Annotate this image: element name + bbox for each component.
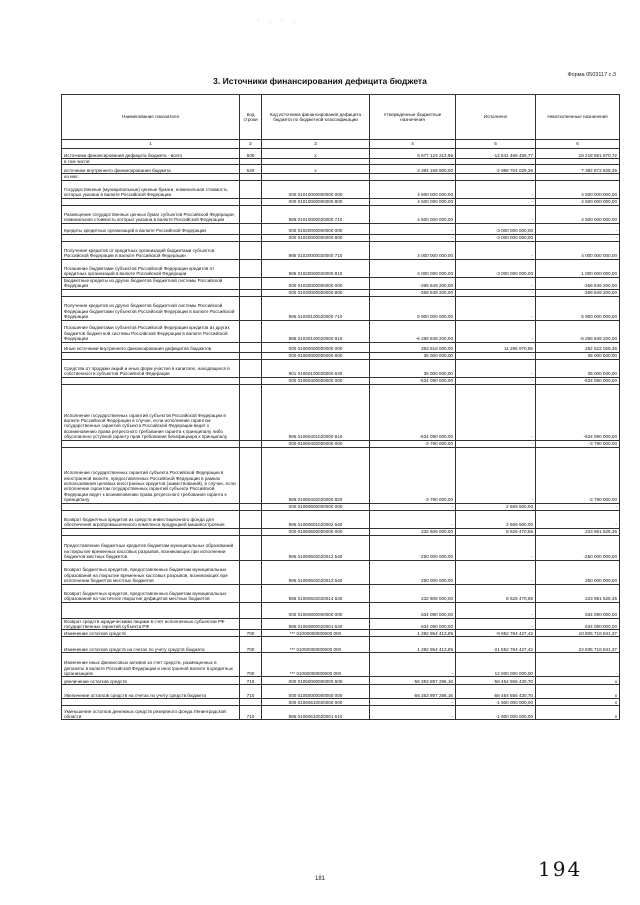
row-unexecuted: - — [536, 510, 620, 528]
row-unexecuted: -369 849 200,00 — [536, 277, 620, 289]
table-row — [62, 320, 620, 342]
row-line-code: 700 — [240, 637, 262, 653]
table-header-row — [62, 95, 620, 140]
table-row — [62, 342, 620, 352]
row-name: Возврат бюджетных кредитов, предоставленных бюджетам муниципальных образований на покрытие временных кассовых разрывов, возникающих при исполнении бюджетов местных бюджетов — [62, 560, 240, 584]
row-name: Бюджетные кредиты из других бюджетов бюджетной системы Российской Федерации — [62, 277, 240, 289]
row-source-code: 801 01060100020000 630 — [262, 359, 370, 377]
row-source-code: 000 01020000000000 000 — [262, 223, 370, 234]
row-name: Государственные (муниципальные) ценные бумаги, номинальная стоимость которых указана в валюте Российской Федерации — [62, 180, 240, 198]
row-executed: -56 454 556 430,70 — [456, 677, 536, 685]
row-unexecuted: 7 382 872 829,35 — [536, 165, 620, 174]
row-source-code: 000 01010000000000 000 — [262, 180, 370, 198]
row-line-code — [240, 296, 262, 320]
row-executed: - — [456, 440, 536, 447]
row-approved: 35 000 000,00 — [370, 352, 456, 359]
row-executed: 12 000 000 000,00 — [456, 653, 536, 677]
row-approved: - — [370, 653, 456, 677]
row-unexecuted: 5 900 000 000,00 — [536, 296, 620, 320]
row-name: Кредиты кредитных организаций в валюте Российской Федерации — [62, 223, 240, 234]
row-source-code: 985 01060401020000 810 — [262, 384, 370, 440]
row-line-code — [240, 602, 262, 618]
column-number: 6 — [536, 140, 620, 149]
row-approved: 4 500 000 000,00 — [370, 205, 456, 223]
row-name — [62, 602, 240, 618]
row-approved: 4 000 000 000,00 — [370, 259, 456, 277]
row-unexecuted: -3 790 000,00 — [536, 440, 620, 447]
row-line-code — [240, 320, 262, 342]
row-approved: -56 353 897 296,16 — [370, 685, 456, 699]
row-name: Средства от продажи акций и иных форм участия в капитале, находящихся в собственности субъектов Российской Федерации — [62, 359, 240, 377]
row-unexecuted: - — [536, 503, 620, 510]
row-approved: - — [370, 510, 456, 528]
stamp-number: 194 — [538, 857, 583, 881]
row-name — [62, 352, 240, 359]
row-source-code: 985 01060610020001 510 — [262, 706, 370, 720]
row-name: Получение кредитов от кредитных организаций бюджетами субъектов Российской Федерации в валюте Российской Федерации — [62, 241, 240, 259]
row-unexecuted: 4 500 000 000,00 — [536, 205, 620, 223]
row-name — [62, 234, 240, 241]
table-body — [62, 149, 620, 720]
row-executed: -21 552 764 427,42 — [456, 637, 536, 653]
row-source-code: 985 01060601020002 640 — [262, 510, 370, 528]
table-row — [62, 528, 620, 535]
row-executed: - — [456, 602, 536, 618]
column-numbers-row — [62, 140, 620, 149]
row-executed: - — [456, 560, 536, 584]
row-line-code — [240, 259, 262, 277]
row-executed: -2 988 704 029,35 — [456, 165, 536, 174]
row-name: Предоставление бюджетных кредитов бюджетам муниципальных образований на покрытие временных кассовых разрывов, возникающих при исполнении бюджетов местных бюджетов — [62, 535, 240, 560]
row-source-code: 000 01060600000000 000 — [262, 503, 370, 510]
row-executed: 8 626 470,65 — [456, 584, 536, 602]
row-unexecuted: -369 849 200,00 — [536, 289, 620, 296]
table-row — [62, 685, 620, 699]
column-number: 3 — [262, 140, 370, 149]
table-row — [62, 277, 620, 289]
row-executed: -56 454 556 430,70 — [456, 685, 536, 699]
page-title: 3. Источники финансирования дефицита бюджета — [213, 76, 427, 86]
row-name: Уменьшение остатков денежных средств резервного фонда Ленинградской области — [62, 706, 240, 720]
row-unexecuted: 634 090 000,00 — [536, 618, 620, 630]
row-source-code: 000 01030000000000 800 — [262, 289, 370, 296]
row-source-code: 000 01060000000000 800 — [262, 352, 370, 359]
row-name: Увеличение остатков средств на счетах по учету средств бюджета — [62, 685, 240, 699]
row-line-code — [240, 699, 262, 706]
row-line-code — [240, 198, 262, 205]
row-source-code: 000 01060610020000 000 — [262, 699, 370, 706]
header-executed: Исполнено — [456, 95, 536, 140]
row-approved: -634 090 000,00 — [370, 377, 456, 384]
row-line-code — [240, 440, 262, 447]
form-code: Форма 0503117 с.3 — [567, 72, 616, 78]
table-row — [62, 352, 620, 359]
row-name: Иные источники внутреннего финансирования дефицитов бюджетов — [62, 342, 240, 352]
row-name: Исполнение государственных гарантий субъектов Российской Федерации в валюте Российской Федерации в случае, если исполнение гарантом государственных гарантий субъекта Российской Федерации ведет к возникновению права регрессного требования гаранта к принципалу либо обусловлено уступкой гаранту прав требования бенефициара к принципалу — [62, 384, 240, 440]
row-line-code: 710 — [240, 685, 262, 699]
header-line-code: Код строки — [240, 95, 262, 140]
row-name — [62, 503, 240, 510]
row-executed: - — [456, 296, 536, 320]
column-number: 4 — [370, 140, 456, 149]
row-line-code — [240, 277, 262, 289]
row-approved: 4 500 000 000,00 — [370, 180, 456, 198]
row-executed: 2 669 500,00 — [456, 503, 536, 510]
row-approved: 634 090 000,00 — [370, 618, 456, 630]
row-executed: - — [456, 384, 536, 440]
row-source-code: 985 01060502020012 540 — [262, 535, 370, 560]
row-line-code — [240, 223, 262, 234]
row-approved: -369 849 200,00 — [370, 277, 456, 289]
row-source-code: 985 01010000020000 710 — [262, 205, 370, 223]
row-approved: -6 269 849 200,00 — [370, 320, 456, 342]
row-executed: - — [456, 241, 536, 259]
row-approved: 4 500 000 000,00 — [370, 198, 456, 205]
table-row — [62, 602, 620, 618]
row-approved: 1 282 954 413,95 — [370, 630, 456, 637]
row-unexecuted: x — [536, 699, 620, 706]
row-source-code: 000 01030000000000 000 — [262, 277, 370, 289]
row-unexecuted: 1 000 000 000,00 — [536, 259, 620, 277]
row-line-code — [240, 234, 262, 241]
row-approved: -369 849 200,00 — [370, 289, 456, 296]
table-row — [62, 165, 620, 174]
row-source-code: 000 01020000000000 800 — [262, 234, 370, 241]
row-approved: 250 000 000,00 — [370, 560, 456, 584]
row-line-code — [240, 447, 262, 503]
row-approved: - — [370, 699, 456, 706]
row-source-code: 985 01030100020000 810 — [262, 320, 370, 342]
row-executed: -3 000 000 000,00 — [456, 259, 536, 277]
table-row — [62, 584, 620, 602]
row-approved: 4 394 168 800,00 — [370, 165, 456, 174]
table-row — [62, 198, 620, 205]
row-unexecuted: 35 000 000,00 — [536, 352, 620, 359]
row-line-code — [240, 205, 262, 223]
table-row — [62, 377, 620, 384]
row-unexecuted: 4 500 000 000,00 — [536, 180, 620, 198]
header-unexecuted: Неисполненные назначения — [536, 95, 620, 140]
row-approved: -56 353 897 296,16 — [370, 677, 456, 685]
row-executed: -12 541 468 456,77 — [456, 149, 536, 159]
row-name — [62, 198, 240, 205]
row-executed: -1 600 000 000,00 — [456, 699, 536, 706]
row-approved: 1 282 954 413,95 — [370, 637, 456, 653]
scan-marks: ˙ · ˙ · — [258, 20, 299, 26]
row-unexecuted: -3 790 000,00 — [536, 447, 620, 503]
row-executed: - — [456, 447, 536, 503]
row-executed: -9 652 764 427,42 — [456, 630, 536, 637]
row-name: Получение кредитов из других бюджетов бюджетной системы Российской Федерации бюджетами субъектов Российской Федерации в валюте Российской Федерации — [62, 296, 240, 320]
row-name: в том числе: — [62, 159, 240, 165]
row-name: увеличение остатков средств — [62, 677, 240, 685]
header-approved: Утвержденные бюджетные назначения — [370, 95, 456, 140]
row-unexecuted: 4 500 000 000,00 — [536, 198, 620, 205]
row-name — [62, 528, 240, 535]
row-line-code — [240, 535, 262, 560]
row-unexecuted: -250 000 000,00 — [536, 535, 620, 560]
column-number: 2 — [240, 140, 262, 149]
row-source-code: 000 01060800000000 000 — [262, 602, 370, 618]
row-unexecuted: x — [536, 685, 620, 699]
table-row — [62, 510, 620, 528]
row-source-code: 000 01060400000000 000 — [262, 377, 370, 384]
row-approved: 4 000 000 000,00 — [370, 241, 456, 259]
row-source-code: x — [262, 149, 370, 159]
table-row — [62, 234, 620, 241]
row-approved: 5 677 123 213,96 — [370, 149, 456, 159]
column-number: 1 — [62, 140, 240, 149]
table-row — [62, 637, 620, 653]
row-line-code — [240, 528, 262, 535]
row-line-code: 710 — [240, 677, 262, 685]
row-executed: 11 295 970,65 — [456, 342, 536, 352]
header-source-code: Код источника финансирования дефицита бюджета по бюджетной классификации — [262, 95, 370, 140]
row-unexecuted: 35 000 000,00 — [536, 359, 620, 377]
row-line-code — [240, 241, 262, 259]
row-source-code: *** 01000000000000 000 — [262, 630, 370, 637]
row-executed: - — [456, 377, 536, 384]
row-source-code: 000 01010000000000 800 — [262, 198, 370, 205]
table-row — [62, 706, 620, 720]
row-name: из них: — [62, 174, 240, 180]
row-source-code: 985 01060502020014 640 — [262, 584, 370, 602]
row-name: Размещение государственных ценных бумаг субъектов Российской Федерации, номинальная стоимость которых указана в валюте Российской Федерации — [62, 205, 240, 223]
financing-table — [61, 94, 620, 720]
row-name: Изменение остатков средств на счетах по учету средств бюджета — [62, 637, 240, 653]
table-row — [62, 223, 620, 234]
row-executed: 2 669 500,00 — [456, 510, 536, 528]
row-name: Изменение иных финансовых активов за счет средств, размещенных в депозиты в валюте Российской Федерации и иностранной валюте в кредитных организациях — [62, 653, 240, 677]
row-source-code: x — [262, 165, 370, 174]
row-name: источники внутреннего финансирования бюджета — [62, 165, 240, 174]
row-unexecuted: 223 981 529,35 — [536, 584, 620, 602]
table-row — [62, 384, 620, 440]
row-source-code: 985 01020000020000 710 — [262, 241, 370, 259]
table-row — [62, 699, 620, 706]
row-approved: 634 090 000,00 — [370, 602, 456, 618]
row-line-code — [240, 384, 262, 440]
row-executed: - — [456, 618, 536, 630]
row-unexecuted: -634 090 000,00 — [536, 384, 620, 440]
row-name — [62, 289, 240, 296]
column-number: 5 — [456, 140, 536, 149]
row-line-code — [240, 503, 262, 510]
row-executed: -3 000 000 000,00 — [456, 234, 536, 241]
row-unexecuted: x — [536, 677, 620, 685]
row-source-code: 000 01060000000000 000 — [262, 342, 370, 352]
row-unexecuted: - — [536, 234, 620, 241]
row-approved: 232 608 000,00 — [370, 584, 456, 602]
row-line-code — [240, 180, 262, 198]
row-line-code: 520 — [240, 165, 262, 174]
row-line-code: 500 — [240, 149, 262, 159]
row-executed: - — [456, 277, 536, 289]
row-line-code — [240, 510, 262, 528]
row-unexecuted: 223 981 529,35 — [536, 528, 620, 535]
row-approved: - — [370, 234, 456, 241]
row-executed: - — [456, 180, 536, 198]
row-name — [62, 377, 240, 384]
row-approved: - — [370, 706, 456, 720]
row-approved: 5 900 000 000,00 — [370, 296, 456, 320]
table-row — [62, 630, 620, 637]
row-name — [62, 440, 240, 447]
row-source-code: 000 01050000000000 500 — [262, 677, 370, 685]
row-name: Возврат бюджетных кредитов из средств инвестиционного фонда для обеспечения агропромышленного комплекса продукцией машиностроения — [62, 510, 240, 528]
row-approved: -3 790 000,00 — [370, 440, 456, 447]
table-row — [62, 259, 620, 277]
row-line-code — [240, 342, 262, 352]
row-executed: -3 000 000 000,00 — [456, 223, 536, 234]
row-executed: - — [456, 320, 536, 342]
row-executed: - — [456, 289, 536, 296]
row-source-code: 985 01060402020000 820 — [262, 447, 370, 503]
row-source-code: *** 01050000000000 000 — [262, 637, 370, 653]
row-unexecuted: 634 090 000,00 — [536, 602, 620, 618]
row-unexecuted: - — [536, 223, 620, 234]
row-executed: - — [456, 359, 536, 377]
row-name — [62, 699, 240, 706]
table-row — [62, 653, 620, 677]
row-source-code: 000 01050000000000 000 — [262, 685, 370, 699]
row-source-code: 000 01060402000000 000 — [262, 440, 370, 447]
row-approved: - — [370, 223, 456, 234]
row-name: Исполнение государственных гарантий субъекта Российской Федерации в иностранной валюте, предоставленных Российской Федерации в рамках использования целевых иностранных кредитов (заимствований), в случае, если исполнение гарантом государственных гарантий субъекта Российской Федерации ведет к возникновению права регрессного требования гаранта к принципалу — [62, 447, 240, 503]
row-source-code: *** 01060000000000 000 — [262, 653, 370, 677]
row-source-code: 985 01030100020000 710 — [262, 296, 370, 320]
row-executed: -1 600 000 000,00 — [456, 706, 536, 720]
row-source-code: 985 01020000020000 810 — [262, 259, 370, 277]
row-unexecuted: 22 835 718 841,37 — [536, 637, 620, 653]
row-name: Возврат бюджетных кредитов, предоставленных бюджетам муниципальных образований на частичное покрытие дефицитов местных бюджетов — [62, 584, 240, 602]
row-line-code — [240, 377, 262, 384]
row-approved: - — [370, 503, 456, 510]
row-executed: - — [456, 205, 536, 223]
row-executed: - — [456, 198, 536, 205]
table-row — [62, 149, 620, 159]
row-executed: - — [456, 352, 536, 359]
row-unexecuted: -634 090 000,00 — [536, 377, 620, 384]
table-row — [62, 618, 620, 630]
table-row — [62, 241, 620, 259]
row-source-code: 000 01060500000000 000 — [262, 528, 370, 535]
row-line-code — [240, 352, 262, 359]
row-approved: -634 090 000,00 — [370, 384, 456, 440]
row-source-code: 985 01060800020001 640 — [262, 618, 370, 630]
row-line-code: 710 — [240, 706, 262, 720]
row-approved: -3 790 000,00 — [370, 447, 456, 503]
row-line-code: 700 — [240, 653, 262, 677]
table-row — [62, 503, 620, 510]
table-row — [62, 180, 620, 198]
row-approved: 263 818 000,00 — [370, 342, 456, 352]
table-row — [62, 677, 620, 685]
table-row — [62, 359, 620, 377]
row-executed: 8 626 470,65 — [456, 528, 536, 535]
row-line-code — [240, 584, 262, 602]
row-name: Возврат средств юридическими лицами в счет исполненных субъектом РФ государственных гарантий субъекта РФ — [62, 618, 240, 630]
table-row — [62, 447, 620, 503]
row-unexecuted: x — [536, 706, 620, 720]
row-name: Источники финансирования дефицита бюджета - всего — [62, 149, 240, 159]
row-unexecuted: -6 269 849 200,00 — [536, 320, 620, 342]
row-name: Погашение бюджетами субъектов Российской Федерации кредитов из других бюджетов бюджетной системы Российской Федерации в валюте Российской Федерации — [62, 320, 240, 342]
table-row — [62, 296, 620, 320]
row-unexecuted: 18 218 591 670,72 — [536, 149, 620, 159]
row-approved: -250 000 000,00 — [370, 535, 456, 560]
row-unexecuted: 4 000 000 000,00 — [536, 241, 620, 259]
row-line-code — [240, 289, 262, 296]
row-line-code — [240, 359, 262, 377]
row-line-code — [240, 618, 262, 630]
row-executed: - — [456, 535, 536, 560]
table-row — [62, 289, 620, 296]
table-row — [62, 560, 620, 584]
row-source-code: 985 01060502020012 640 — [262, 560, 370, 584]
row-line-code — [240, 560, 262, 584]
row-unexecuted: 250 000 000,00 — [536, 560, 620, 584]
row-unexecuted: 10 805 718 841,37 — [536, 630, 620, 637]
row-approved: 35 000 000,00 — [370, 359, 456, 377]
table-row — [62, 535, 620, 560]
row-line-code: 700 — [240, 630, 262, 637]
page-number: 181 — [314, 876, 325, 882]
table-row — [62, 205, 620, 223]
row-name: Погашение бюджетами субъектов Российской Федерации кредитов от кредитных организаций в валюте Российской Федерации — [62, 259, 240, 277]
row-approved: 232 608 000,00 — [370, 528, 456, 535]
row-name: Изменение остатков средств — [62, 630, 240, 637]
row-unexecuted: 252 522 029,35 — [536, 342, 620, 352]
header-name: Наименование показателя — [62, 95, 240, 140]
table-row — [62, 440, 620, 447]
row-unexecuted: - — [536, 653, 620, 677]
